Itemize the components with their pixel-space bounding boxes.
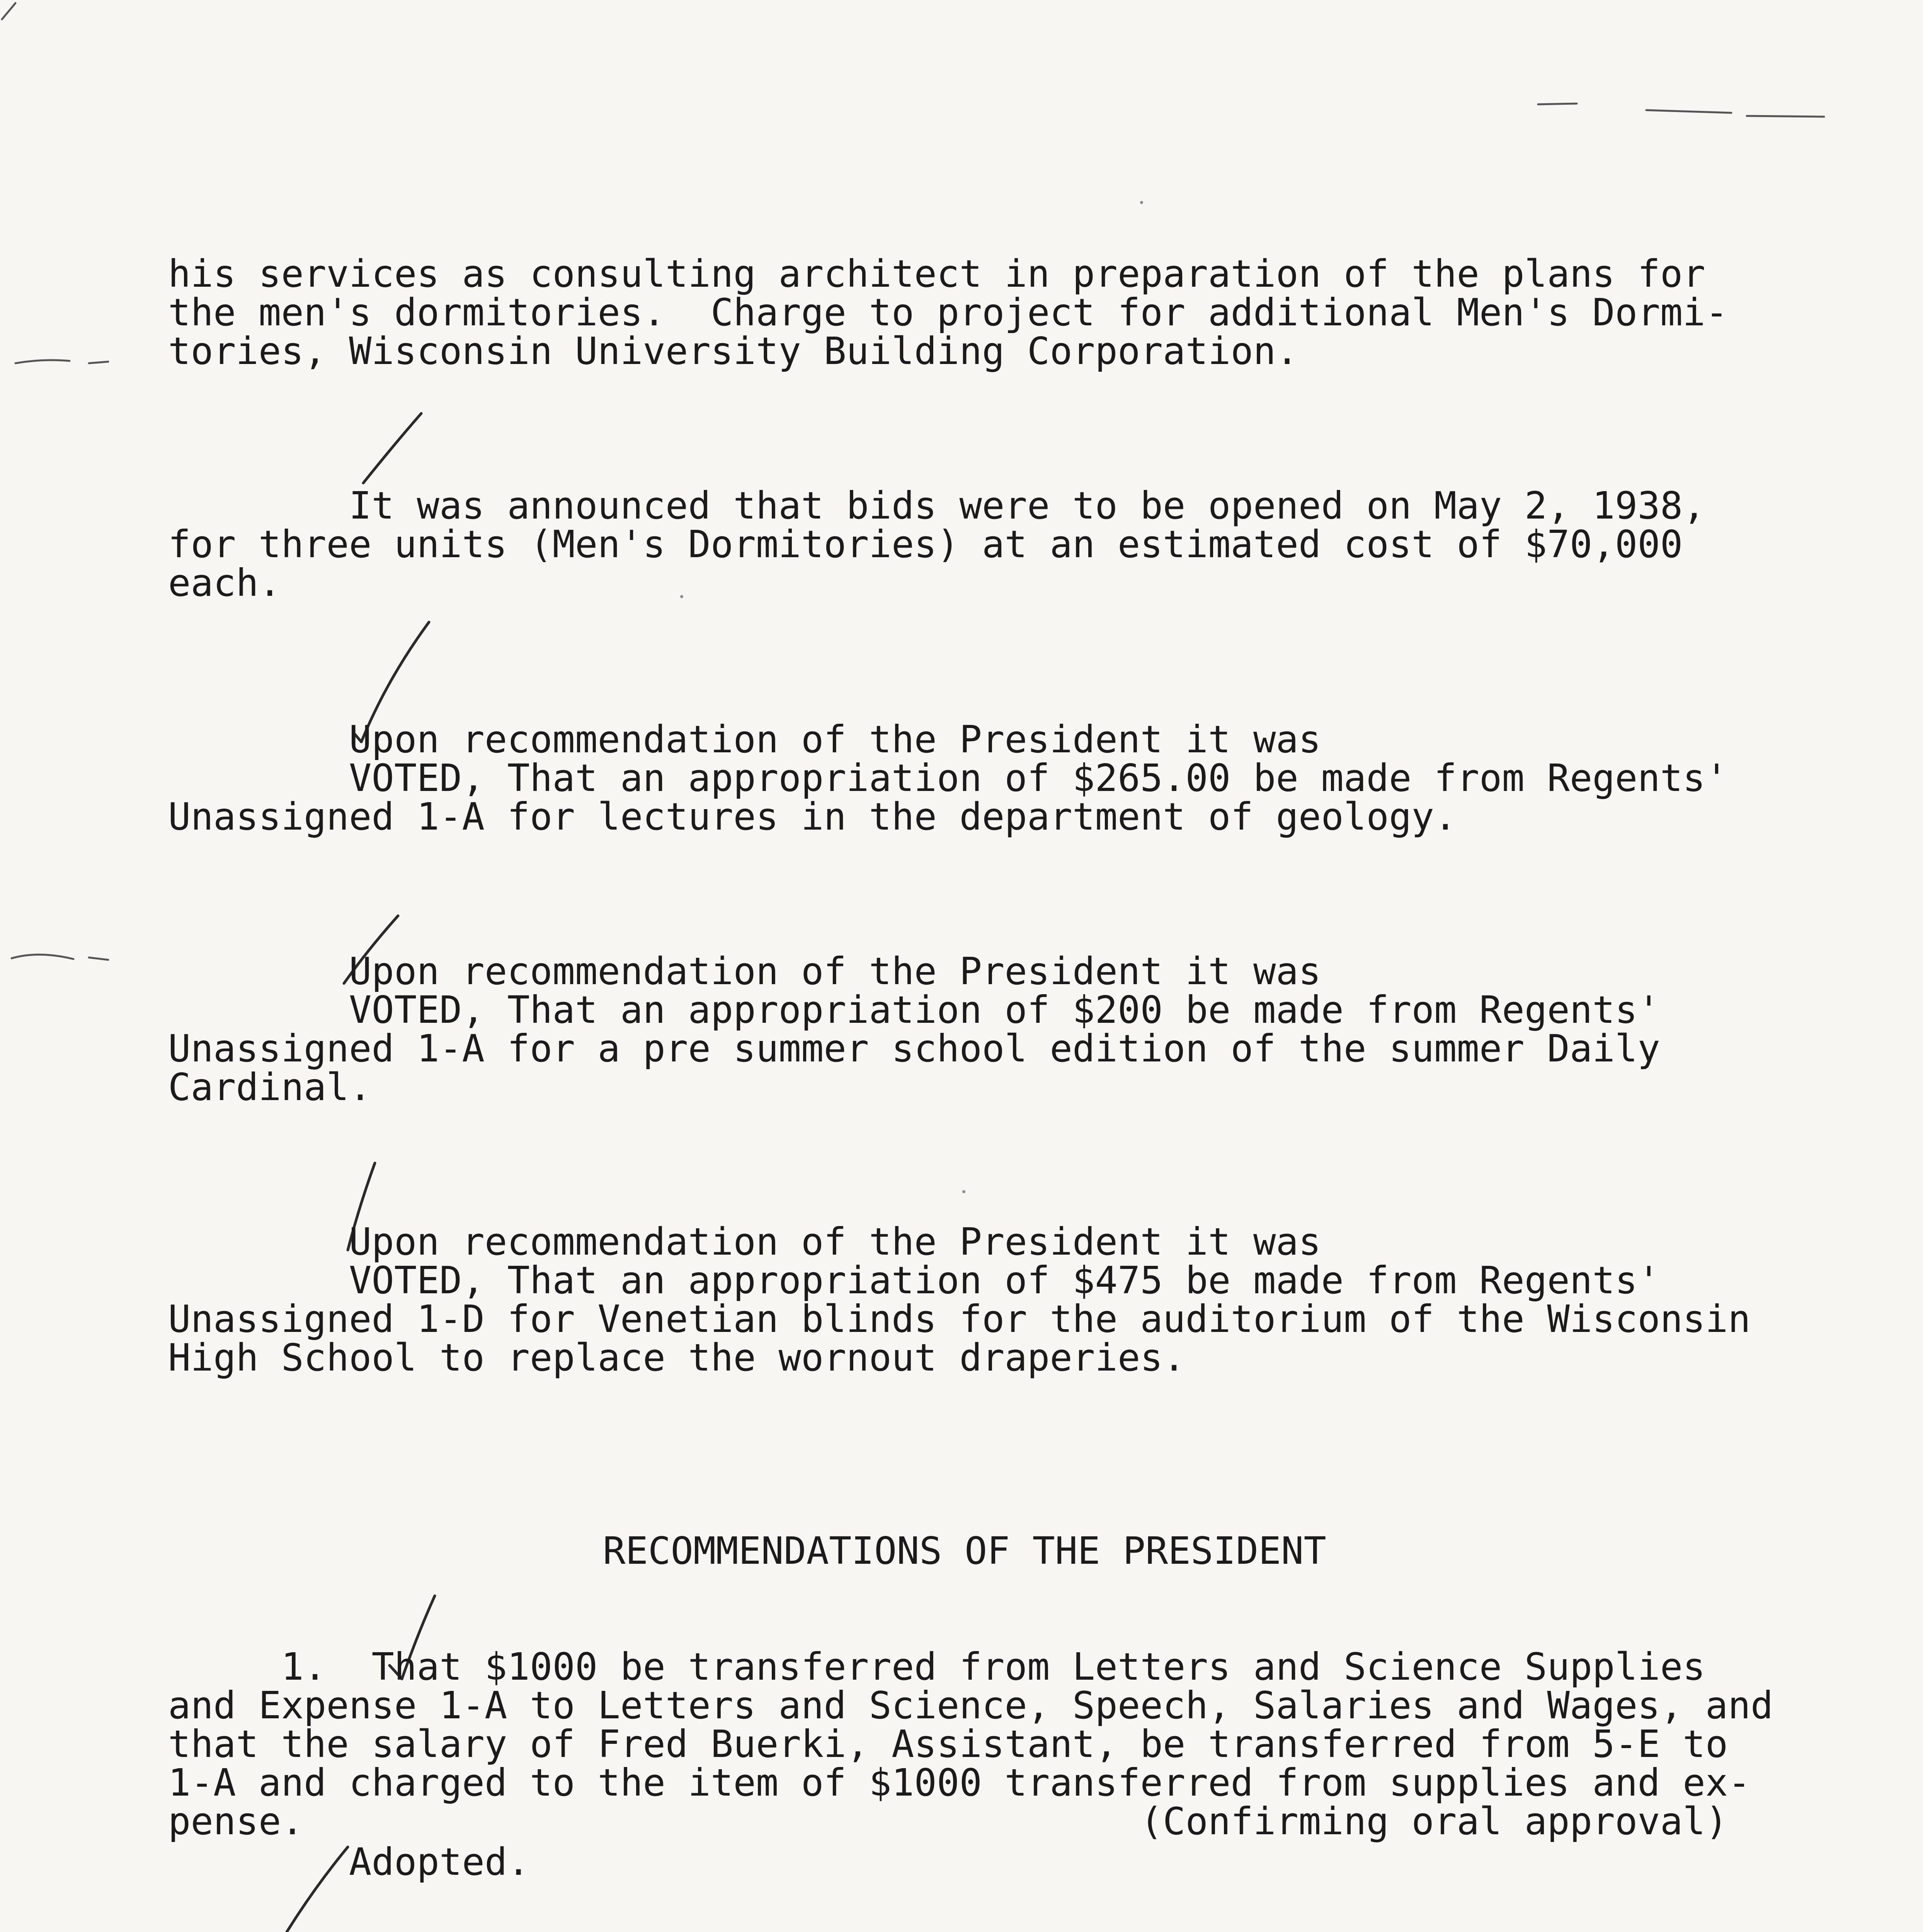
text-line: It was announced that bids were to be opened on May 2, 1938,	[168, 484, 1705, 527]
margin-dash-mark	[8, 943, 124, 966]
text-line: VOTED, That an appropriation of $265.00 be made from Regents'	[168, 756, 1728, 800]
checkmark-icon	[232, 1843, 356, 1932]
text-line: Upon recommendation of the President it was	[168, 949, 1321, 993]
text-line: each.	[168, 561, 281, 605]
margin-dash-mark	[1530, 89, 1840, 120]
text-line: that the salary of Fred Buerki, Assistant, be transferred from 5-E to	[168, 1722, 1728, 1766]
text-line: 1-A and charged to the item of $1000 transferred from supplies and ex-	[168, 1761, 1751, 1804]
text-line: the men's dormitories. Charge to project for additional Men's Dormi-	[168, 291, 1728, 334]
text-line: VOTED, That an appropriation of $475 be made from Regents'	[168, 1259, 1660, 1302]
text-line: High School to replace the wornout draperies.	[168, 1336, 1186, 1379]
text-line: Unassigned 1-A for lectures in the department of geology.	[168, 795, 1457, 838]
checkmark-icon	[340, 410, 433, 487]
text-line: Unassigned 1-A for a pre summer school edition of the summer Daily	[168, 1027, 1660, 1070]
text-line: pense. (Confirming oral approval)	[168, 1799, 1728, 1843]
text-line: Upon recommendation of the President it was	[168, 718, 1321, 761]
text-line: 1. That $1000 be transferred from Letters and Science Supplies	[168, 1645, 1705, 1689]
text-line: Cardinal.	[168, 1065, 372, 1109]
text-line: for three units (Men's Dormitories) at an estimated cost of $70,000	[168, 522, 1683, 566]
text-line: tories, Wisconsin University Building Corporation.	[168, 329, 1298, 373]
text-line: Upon recommendation of the President it was	[168, 1220, 1321, 1264]
text-line: VOTED, That an appropriation of $200 be made from Regents'	[168, 988, 1660, 1032]
paper-speck	[680, 595, 683, 598]
margin-dash-mark	[12, 348, 112, 371]
result-label: Adopted.	[168, 1840, 530, 1884]
section-heading: RECOMMENDATIONS OF THE PRESIDENT	[603, 1529, 1326, 1573]
margin-stroke-mark	[0, 0, 23, 23]
paper-speck	[1140, 201, 1143, 204]
text-line: his services as consulting architect in preparation of the plans for	[168, 252, 1705, 296]
paper-speck	[962, 1190, 965, 1193]
text-line: Unassigned 1-D for Venetian blinds for the auditorium of the Wisconsin	[168, 1297, 1751, 1341]
text-line: and Expense 1-A to Letters and Science, Speech, Salaries and Wages, and	[168, 1684, 1773, 1727]
